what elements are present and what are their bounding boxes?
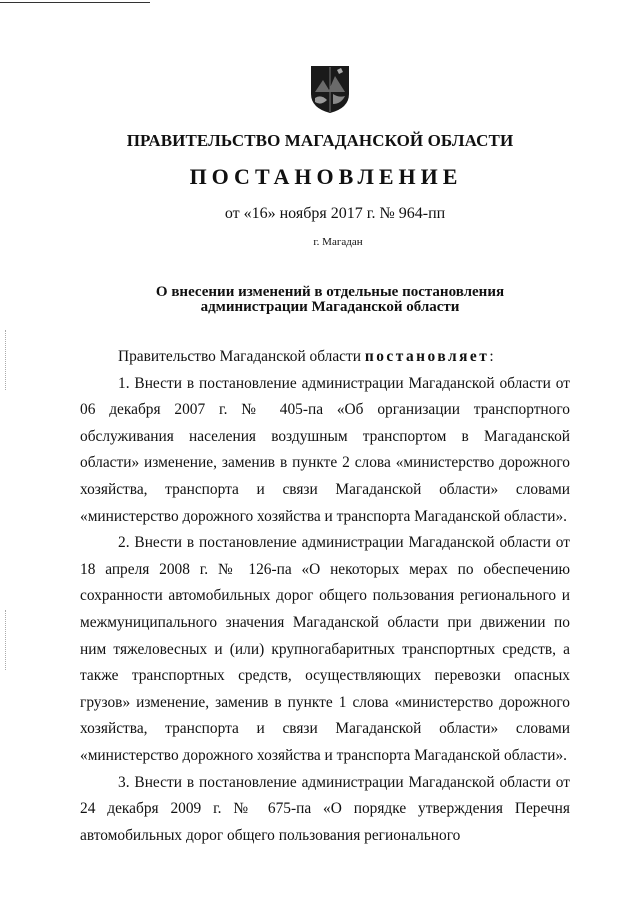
item-3-paragraph: 3. Внести в постановление администрации Магаданской области от 24 декабря 2009 г. № 675-па «О порядке утверждения Перечня автомобильных дорог общего пользования регионального [80, 773, 570, 844]
intro-suffix: : [489, 348, 494, 365]
margin-scan-dots [5, 330, 7, 390]
intro-paragraph [80, 344, 570, 371]
coat-of-arms-emblem [309, 64, 351, 114]
intro-prefix: Правительство Магаданской области [118, 348, 365, 365]
subject-line-2: администрации Магаданской области [200, 299, 460, 315]
city-label: г. Магадан [313, 236, 363, 248]
government-title: ПРАВИТЕЛЬСТВО МАГАДАНСКОЙ ОБЛАСТИ [126, 131, 514, 150]
document-type-title: ПОСТАНОВЛЕНИЕ [189, 164, 463, 189]
date-and-number: от «16» ноября 2017 г. № 964-пп [224, 205, 446, 222]
subject-line-1: О внесении изменений в отдельные постановления [155, 284, 505, 300]
item-2-paragraph: 2. Внести в постановление администрации Магаданской области от 18 апреля 2008 г. № 126-па «О некоторых мерах по обеспечению сохранности автомобильных дорог общего пользования регионального и межмуниципального значения Магаданской области при движении по ним тяжеловесных и (или) крупногабаритных транспортных средств, а также транспортных средств, осуществляющих перевозки опасных грузов» изменение, заменив в пункте 1 слова «министерство дорожного хозяйства, транспорта и связи Магаданской области» словами «министерство дорожного хозяйства и транспорта Магаданской области». [80, 534, 570, 764]
item-1-paragraph: 1. Внести в постановление администрации Магаданской области от 06 декабря 2007 г. № 405-па «Об организации транспортного обслуживания населения воздушным транспортом в Магаданской области» изменение, заменив в пункте 2 слова «министерство дорожного хозяйства, транспорта и связи Магаданской области» словами «министерство дорожного хозяйства и транспорта Магаданской области». [80, 374, 570, 525]
document-subject [10, 285, 640, 315]
intro-keyword: постановляет [364, 348, 490, 365]
top-edge-line [0, 2, 150, 3]
margin-scan-dots [5, 610, 7, 670]
document-body [80, 344, 570, 849]
